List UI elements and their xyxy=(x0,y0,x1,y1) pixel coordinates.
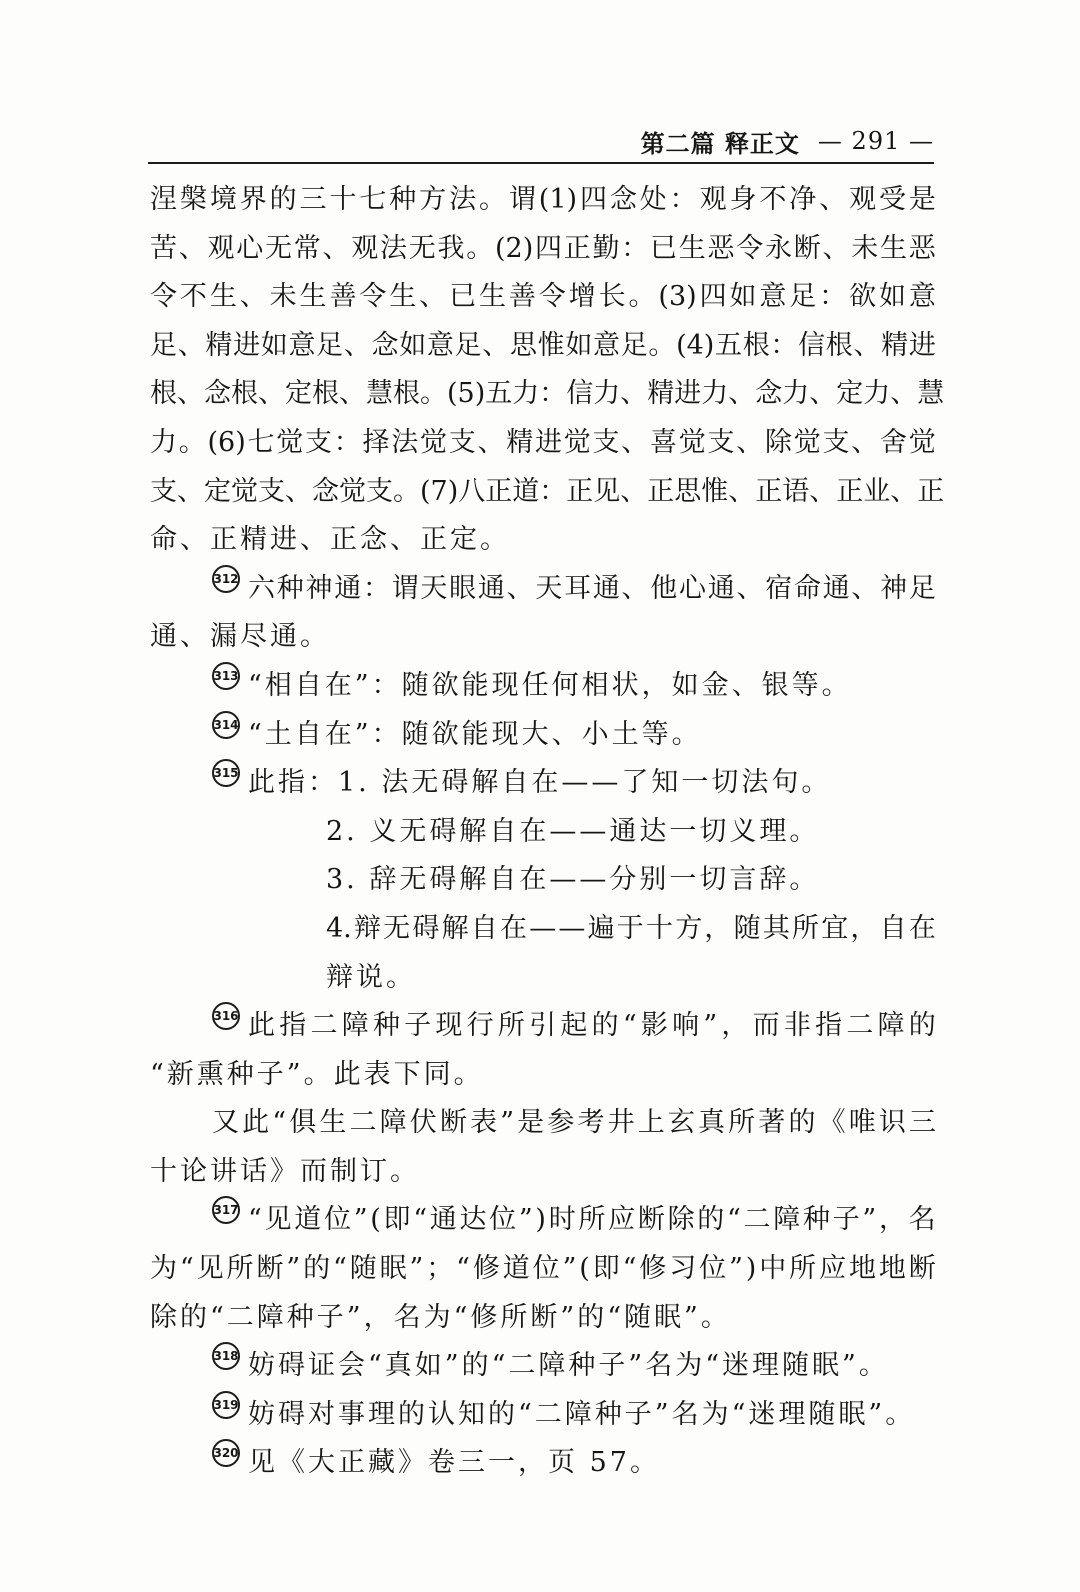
note-marker-318: 318 xyxy=(212,1342,240,1370)
list-item: 4. 辩 无 碍 解 自 在 — — 遍 于 十 方 ， 随 其 所 宜 ， 自 在 xyxy=(326,912,936,944)
text-line: 十论讲话》而制订。 xyxy=(150,1155,420,1187)
text-line: 令 不 生 、 未 生 善 令 生 、 已 生 善 令 增 长 。 (3) 四 如 意 足 ： 欲 如 意 xyxy=(150,281,936,313)
note-text: 此 指 二 障 种 子 现 行 所 引 起 的 “ 影 响 ” ， 而 非 指 二 障 的 xyxy=(248,1010,936,1042)
note-319-line xyxy=(150,1391,936,1440)
note-317-line xyxy=(150,1196,936,1245)
text-line: 根 、 念 根 、 定 根 、 慧 根 。 (5) 五 力 ： 信 力 、 精 进 力 、 念 力 、 定 力 、 慧 xyxy=(150,378,945,410)
note-316-line xyxy=(150,1002,936,1051)
running-header xyxy=(148,120,934,164)
note-marker-319: 319 xyxy=(212,1391,240,1419)
note-marker-320: 320 xyxy=(212,1439,240,1467)
list-item: 3. 辞无碍解自在——分别一切言辞。 xyxy=(326,864,820,896)
note-marker-314: 314 xyxy=(212,711,240,739)
text-line: 除的“二障种子”，名为“修所断”的“随眠”。 xyxy=(150,1301,731,1333)
note-text: “相自在”：随欲能现任何相状，如金、银等。 xyxy=(248,669,852,701)
note-315-line xyxy=(150,759,936,808)
text-line: 支 、 定 觉 支 、 念 觉 支 。 (7) 八 正 道 ： 正 见 、 正 思 惟 、 正 语 、 正 业 、 正 xyxy=(150,475,945,507)
text-line: 为 “ 见 所 断 ” 的 “ 随 眠 ” ； “ 修 道 位 ” ( 即 “ 修 习 位 ” ) 中 所 应 地 地 断 xyxy=(150,1253,936,1285)
note-320-line xyxy=(150,1439,936,1488)
note-text: 见《大正藏》卷三一，页 57。 xyxy=(248,1447,660,1479)
note-marker-312: 312 xyxy=(212,565,240,593)
note-marker-313: 313 xyxy=(212,662,240,690)
text-line: 涅 槃 境 界 的 三 十 七 种 方 法 。 谓 (1) 四 念 处 ： 观 身 不 净 、 观 受 是 xyxy=(150,184,936,215)
text-line: 通、漏尽通。 xyxy=(150,621,330,653)
text-line: 命、正精进、正念、正定。 xyxy=(150,524,510,556)
text-line: 又 此 “ 俱 生 二 障 伏 断 表 ” 是 参 考 井 上 玄 真 所 著 的 《 唯 识 三 xyxy=(212,1107,936,1139)
note-314-line xyxy=(150,711,936,760)
note-marker-316: 316 xyxy=(212,1002,240,1030)
note-312-line xyxy=(150,565,936,614)
note-text: 妨碍对事理的认知的“二障种子”名为“迷理随眠”。 xyxy=(248,1398,916,1430)
note-marker-317: 317 xyxy=(212,1196,240,1224)
note-text: “土自在”：随欲能现大、小土等。 xyxy=(248,718,702,750)
note-text: 妨碍证会“真如”的“二障种子”名为“迷理随眠”。 xyxy=(248,1350,889,1382)
text-line: 足 、 精 进 如 意 足 、 念 如 意 足 、 思 惟 如 意 足 。 (4) 五 根 ： 信 根 、 精 进 xyxy=(150,329,936,361)
note-text: 六 种 神 通 ： 谓 天 眼 通 、 天 耳 通 、 他 心 通 、 宿 命 通 、 神 足 xyxy=(248,572,936,604)
list-item: 辩说。 xyxy=(326,961,416,993)
text-line: 苦 、 观 心 无 常 、 观 法 无 我 。 (2) 四 正 勤 ： 已 生 恶 令 永 断 、 未 生 恶 xyxy=(150,232,936,264)
note-313-line xyxy=(150,662,936,711)
note-marker-315: 315 xyxy=(212,759,240,787)
page-number: — 291 — xyxy=(817,127,934,155)
text-line: 力 。 (6) 七 觉 支 ： 择 法 觉 支 、 精 进 觉 支 、 喜 觉 支 、 除 觉 支 、 舍 觉 xyxy=(150,426,936,458)
text-line: “新熏种子”。此表下同。 xyxy=(150,1058,484,1090)
note-text: “ 见 道 位 ” ( 即 “ 通 达 位 ” ) 时 所 应 断 除 的 “ 二 障 种 子 ” ， 名 xyxy=(248,1204,936,1236)
note-text: 此指：1. 法无碍解自在——了知一切法句。 xyxy=(248,767,832,799)
list-item: 2. 义无碍解自在——通达一切义理。 xyxy=(326,815,820,847)
note-318-line xyxy=(150,1342,936,1391)
header-title: 第二篇 释正文 xyxy=(640,129,800,158)
body-text xyxy=(150,176,945,1488)
